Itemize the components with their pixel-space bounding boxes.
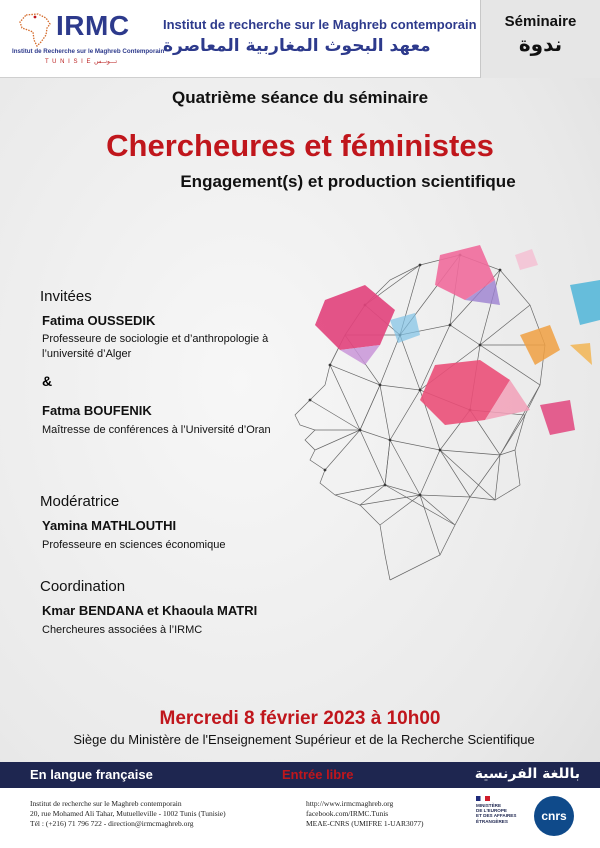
guests-label: Invitées [40, 288, 92, 305]
header [0, 0, 600, 78]
moderator-label: Modératrice [40, 493, 120, 510]
guest-1-name: Fatima OUSSEDIK [42, 313, 156, 328]
guest-1-role-line2: l’université d’Alger [42, 348, 132, 360]
footer [0, 788, 600, 848]
footer-address-line1: Institut de recherche sur le Maghreb contemporain [30, 799, 182, 808]
guest-2-name: Fatma BOUFENIK [42, 403, 152, 418]
free-entry: Entrée libre [282, 767, 354, 782]
logo-country: T U N I S I E تـــونــس [44, 59, 118, 65]
event-subtitle: Engagement(s) et production scientifique [180, 172, 516, 191]
moderator-name: Yamina MATHLOUTHI [42, 518, 177, 533]
ampersand: & [42, 373, 53, 389]
moderator-role: Professeure en sciences économique [42, 539, 226, 551]
footer-address [30, 799, 226, 829]
ministry-line3: ET DES AFFAIRES [476, 813, 517, 819]
seminar-badge-fr: Séminaire [504, 13, 577, 30]
coordination-role: Chercheures associées à l’IRMC [42, 624, 203, 636]
event-date: Mercredi 8 février 2023 à 10h00 [159, 708, 441, 729]
logo-wordmark: IRMC [56, 10, 130, 41]
ministry-line4: ÉTRANGÈRES [476, 818, 508, 824]
footer-links [306, 799, 424, 829]
ministry-line2: DE L'EUROPE [476, 808, 507, 814]
africa-map-icon [16, 12, 56, 48]
footer-address-line2: 20, rue Mohamed Ali Tahar, Mutuelleville - 1002 Tunis (Tunisie) [30, 809, 226, 818]
irmc-logo [12, 8, 165, 70]
seminar-badge-ar: ندوة [518, 32, 563, 56]
coordination-names: Kmar BENDANA et Khaoula MATRI [42, 603, 258, 618]
pink-polygon-shapes [315, 245, 600, 435]
cnrs-logo: cnrs [534, 796, 574, 836]
footer-umr: MEAE-CNRS (UMIFRE 1-UAR3077) [306, 819, 424, 828]
info-bar [0, 762, 600, 788]
seminar-badge [480, 0, 600, 78]
institute-name-fr: Institut de recherche sur le Maghreb contemporain [163, 17, 477, 32]
coordination-label: Coordination [40, 578, 126, 595]
ministry-line1: MINISTÈRE [476, 803, 502, 808]
footer-facebook-link[interactable]: facebook.com/IRMC.Tunis [306, 809, 389, 818]
institute-name-ar: معهد البحوث المغاربية المعاصرة [163, 36, 431, 56]
guest-2-role: Maîtresse de conférences à l’Université d’Oran [42, 424, 271, 436]
logo-subtitle: Institut de Recherche sur le Maghreb Contemporain [12, 48, 165, 55]
french-flag-icon [476, 796, 490, 801]
event-title: Chercheures et féministes [106, 128, 494, 163]
event-venue: Siège du Ministère de l'Enseignement Supérieur et de la Recherche Scientifique [73, 732, 535, 747]
language-fr: En langue française [30, 767, 153, 782]
guest-1-role-line1: Professeure de sociologie et d’anthropologie à [42, 333, 269, 345]
polygon-head-illustration [270, 225, 600, 585]
session-heading: Quatrième séance du séminaire [171, 88, 429, 107]
guest-1-role [42, 332, 268, 362]
footer-website-link[interactable]: http://www.irmcmaghreb.org [306, 799, 394, 808]
language-ar: باللغة الفرنسية [474, 766, 580, 782]
footer-address-line3[interactable]: Tél : (+216) 71 796 722 - direction@irmcmaghreb.org [30, 819, 194, 828]
ministry-logo [476, 796, 526, 824]
